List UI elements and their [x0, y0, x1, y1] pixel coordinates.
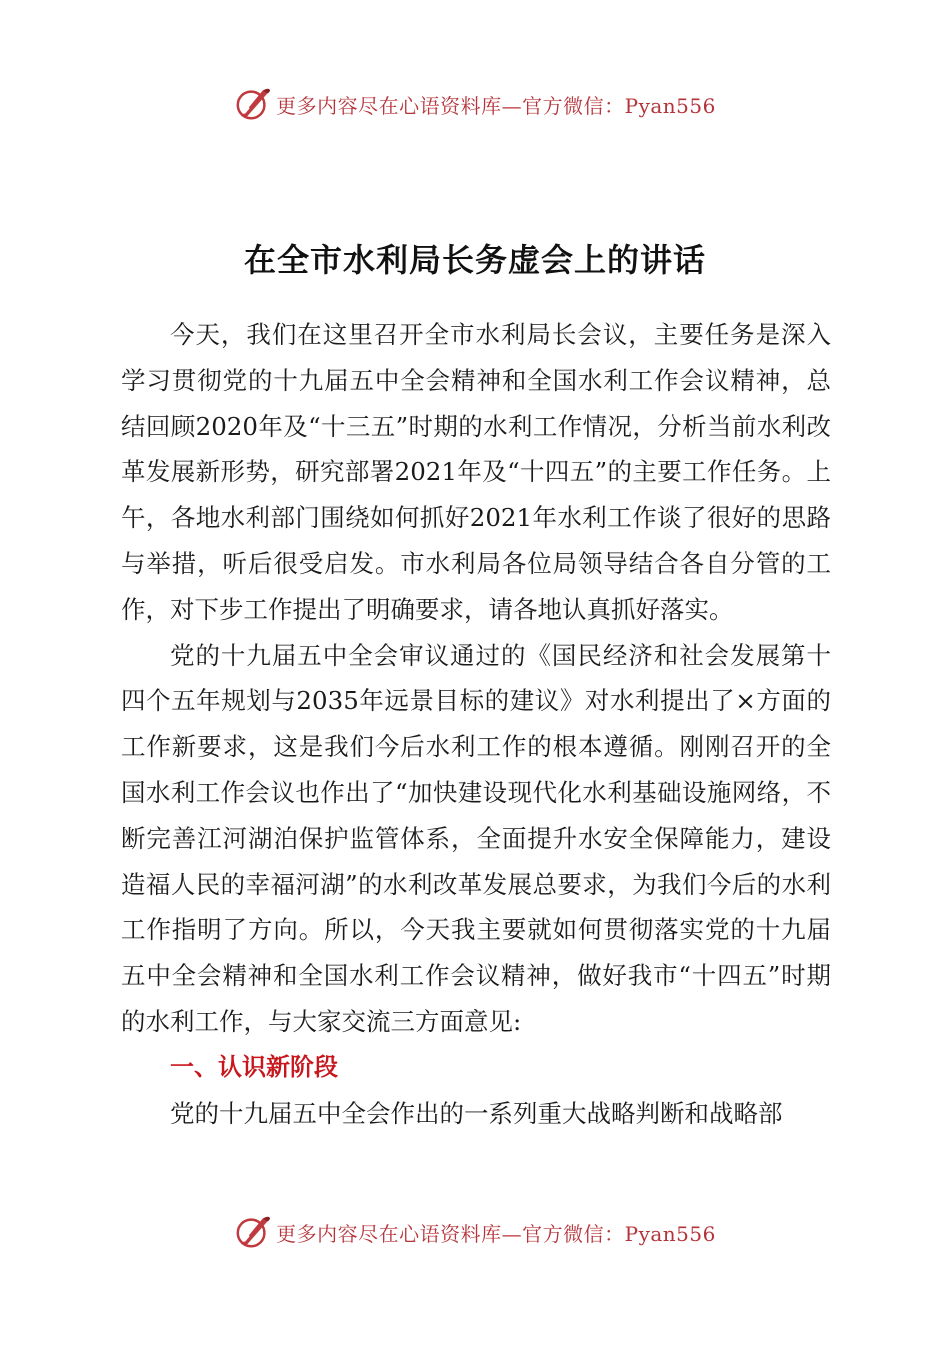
banner-text: 更多内容尽在心语资料库—官方微信：Pyan556	[276, 1221, 716, 1246]
document-title: 在全市水利局长务虚会上的讲话	[243, 241, 706, 279]
quill-logo-icon	[234, 85, 272, 123]
body-paragraph: 今天，我们在这里召开全市水利局长会议，主要任务是深入学习贯彻党的十九届五中全会精神和全国水利工作会议精神，总结回顾2020年及“十三五”时期的水利工作情况，分析当前水利改革发展新形势，研究部署2021年及“十四五”的主要工作任务。上午，各地水利部门围绕如何抓好2021年水利工作谈了很好的思路与举措，听后很受启发。市水利局各位局领导结合各自分管的工作，对下步工作提出了明确要求，请各地认真抓好落实。	[121, 320, 831, 624]
header-banner	[0, 82, 950, 126]
quill-logo-icon	[234, 1213, 272, 1251]
footer-banner	[0, 1210, 950, 1254]
banner-text: 更多内容尽在心语资料库—官方微信：Pyan556	[276, 93, 716, 118]
body-paragraph: 党的十九届五中全会作出的一系列重大战略判断和战略部	[170, 1098, 783, 1128]
document-body	[121, 312, 831, 1136]
section-heading: 一、认识新阶段	[170, 1052, 338, 1081]
body-paragraph: 党的十九届五中全会审议通过的《国民经济和社会发展第十四个五年规划与2035年远景目标的建议》对水利提出了×方面的工作新要求，这是我们今后水利工作的根本遵循。刚刚召开的全国水利工作会议也作出了“加快建设现代化水利基础设施网络，不断完善江河湖泊保护监管体系，全面提升水安全保障能力，建设造福人民的幸福河湖”的水利改革发展总要求，为我们今后的水利工作指明了方向。所以，今天我主要就如何贯彻落实党的十九届五中全会精神和全国水利工作会议精神，做好我市“十四五”时期的水利工作，与大家交流三方面意见:	[121, 640, 831, 1036]
